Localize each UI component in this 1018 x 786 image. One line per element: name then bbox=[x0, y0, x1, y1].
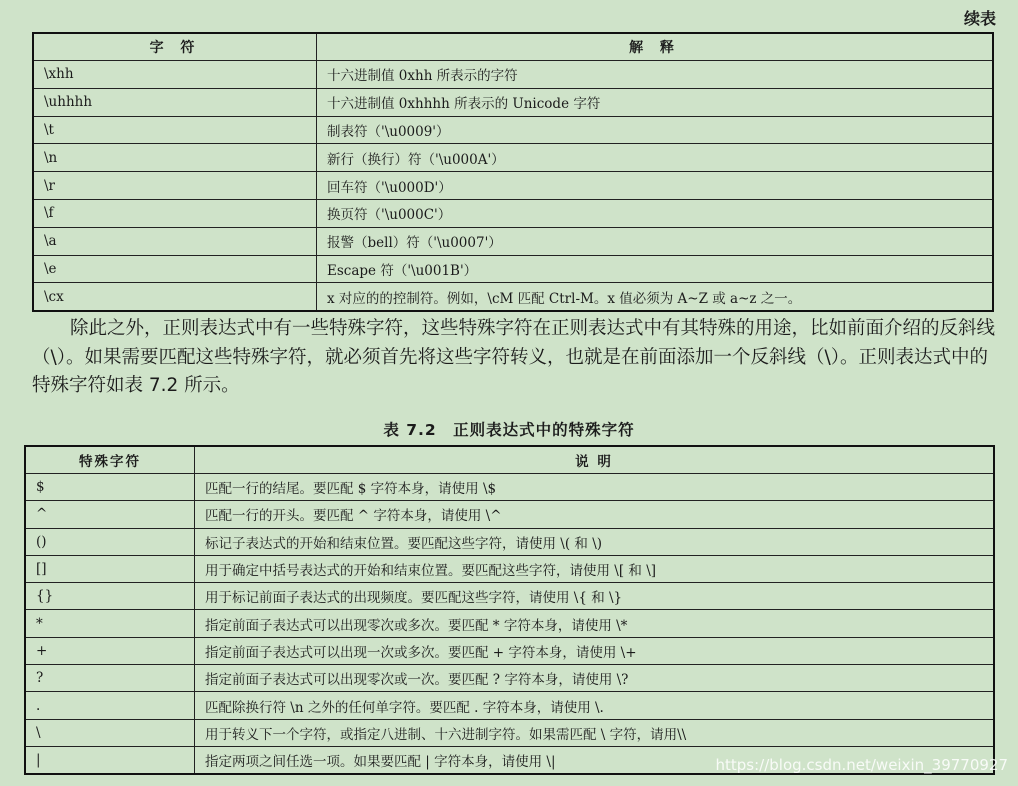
table-header-row bbox=[25, 446, 994, 474]
character-cell: \uhhhh bbox=[33, 88, 317, 116]
table-caption: 表 7.2 正则表达式中的特殊字符 bbox=[383, 421, 635, 439]
table-header-row bbox=[33, 33, 993, 61]
description-cell: 用于确定中括号表达式的开始和结束位置。要匹配这些字符，请使用 \[ 和 \] bbox=[195, 555, 995, 582]
special-character-cell: {} bbox=[25, 583, 195, 610]
character-cell: \t bbox=[33, 116, 317, 144]
special-character-cell: . bbox=[25, 692, 195, 719]
description-cell: 匹配一行的结尾。要匹配 $ 字符本身，请使用 \$ bbox=[195, 474, 995, 501]
character-cell: \n bbox=[33, 144, 317, 172]
explanation-cell: Escape 符（'\u001B'） bbox=[317, 255, 994, 283]
table-row bbox=[25, 637, 994, 664]
special-character-cell: | bbox=[25, 746, 195, 774]
watermark-url: https://blog.csdn.net/weixin_39770927 bbox=[715, 756, 1008, 774]
table-row bbox=[25, 610, 994, 637]
explanation-cell: 制表符（'\u0009'） bbox=[317, 116, 994, 144]
description-cell: 匹配除换行符 \n 之外的任何单字符。要匹配 . 字符本身，请使用 \. bbox=[195, 692, 995, 719]
description-cell: 用于转义下一个字符，或指定八进制、十六进制字符。如果需匹配 \ 字符，请用\\ bbox=[195, 719, 995, 746]
special-character-cell: ? bbox=[25, 665, 195, 692]
explanation-cell: 报警（bell）符（'\u0007'） bbox=[317, 227, 994, 255]
explanation-cell: 新行（换行）符（'\u000A'） bbox=[317, 144, 994, 172]
table-row bbox=[33, 227, 993, 255]
table-row bbox=[33, 61, 993, 89]
special-character-cell: * bbox=[25, 610, 195, 637]
character-cell: \a bbox=[33, 227, 317, 255]
table-row bbox=[33, 255, 993, 283]
explanation-cell: 回车符（'\u000D'） bbox=[317, 172, 994, 200]
column-header-special-character: 特殊字符 bbox=[25, 446, 195, 474]
table-row bbox=[25, 719, 994, 746]
column-header-character: 字 符 bbox=[33, 33, 317, 61]
explanation-cell: 十六进制值 0xhh 所表示的字符 bbox=[317, 61, 994, 89]
description-cell: 指定前面子表达式可以出现一次或多次。要匹配 + 字符本身，请使用 \+ bbox=[195, 637, 995, 664]
explanation-cell: 十六进制值 0xhhhh 所表示的 Unicode 字符 bbox=[317, 88, 994, 116]
description-cell: 标记子表达式的开始和结束位置。要匹配这些字符，请使用 \( 和 \) bbox=[195, 528, 995, 555]
special-character-cell: $ bbox=[25, 474, 195, 501]
continued-table-label: 续表 bbox=[963, 9, 996, 28]
table-row bbox=[25, 501, 994, 528]
description-cell: 指定前面子表达式可以出现零次或多次。要匹配 * 字符本身，请使用 \* bbox=[195, 610, 995, 637]
escape-character-table bbox=[32, 32, 994, 312]
table-row bbox=[33, 116, 993, 144]
description-cell: 指定前面子表达式可以出现零次或一次。要匹配 ? 字符本身，请使用 \? bbox=[195, 665, 995, 692]
description-cell: 指定两项之间任选一项。如果要匹配 | 字符本身，请使用 \| bbox=[195, 746, 995, 774]
table-row bbox=[25, 583, 994, 610]
column-header-description: 说 明 bbox=[195, 446, 995, 474]
character-cell: \f bbox=[33, 199, 317, 227]
column-header-explanation: 解 释 bbox=[317, 33, 994, 61]
special-character-cell: + bbox=[25, 637, 195, 664]
character-cell: \r bbox=[33, 172, 317, 200]
table-row bbox=[25, 692, 994, 719]
table-row bbox=[33, 88, 993, 116]
table-row bbox=[25, 528, 994, 555]
table-row bbox=[33, 283, 993, 311]
table-row bbox=[25, 555, 994, 582]
special-character-cell: [] bbox=[25, 555, 195, 582]
special-character-cell: () bbox=[25, 528, 195, 555]
special-character-table bbox=[24, 445, 995, 775]
character-cell: \xhh bbox=[33, 61, 317, 89]
description-cell: 用于标记前面子表达式的出现频度。要匹配这些字符，请使用 \{ 和 \} bbox=[195, 583, 995, 610]
explanation-cell: 换页符（'\u000C'） bbox=[317, 199, 994, 227]
special-character-cell: ^ bbox=[25, 501, 195, 528]
table-row bbox=[25, 665, 994, 692]
table-row bbox=[33, 144, 993, 172]
body-paragraph: 除此之外，正则表达式中有一些特殊字符，这些特殊字符在正则表达式中有其特殊的用途，比如前面介绍的反斜线（\）。如果需要匹配这些特殊字符，就必须首先将这些字符转义，也就是在前面添加一个反斜线（\）。正则表达式中的特殊字符如表 7.2 所示。 bbox=[32, 318, 996, 396]
description-cell: 匹配一行的开头。要匹配 ^ 字符本身，请使用 \^ bbox=[195, 501, 995, 528]
explanation-cell: x 对应的的控制符。例如，\cM 匹配 Ctrl-M。x 值必须为 A~Z 或 a~z 之一。 bbox=[317, 283, 994, 311]
special-character-cell: \ bbox=[25, 719, 195, 746]
character-cell: \cx bbox=[33, 283, 317, 311]
table-row bbox=[33, 199, 993, 227]
table-row bbox=[25, 474, 994, 501]
character-cell: \e bbox=[33, 255, 317, 283]
table-row bbox=[33, 172, 993, 200]
